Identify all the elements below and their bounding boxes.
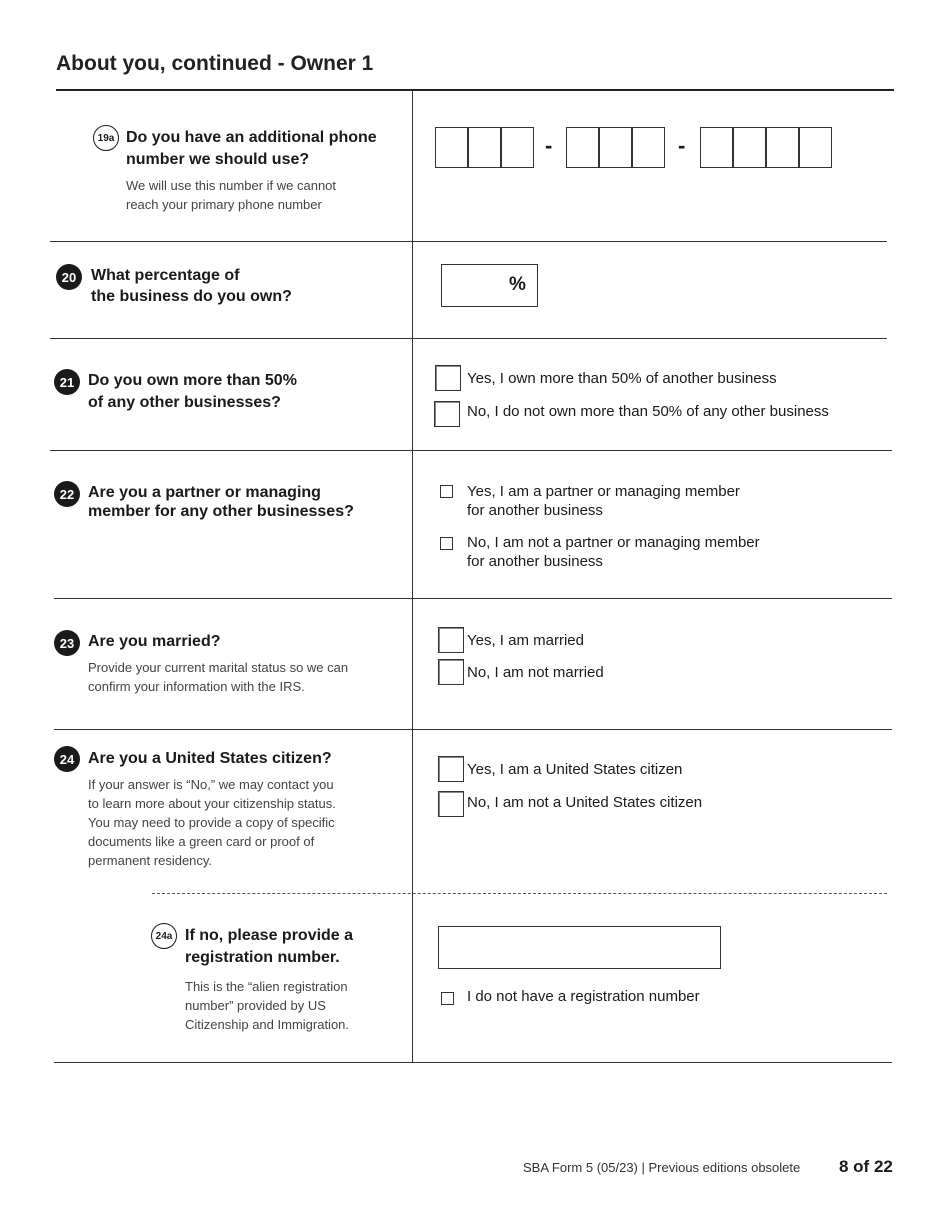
phone-digit-box[interactable] — [435, 127, 468, 168]
help-19a-line2: reach your primary phone number — [126, 197, 322, 212]
question-number-19a: 19a — [93, 125, 119, 151]
question-number-24: 24 — [54, 746, 80, 772]
partner-yes-label-line1: Yes, I am a partner or managing member — [467, 483, 740, 500]
page-number: 8 of 22 — [839, 1157, 893, 1176]
question-22-line2: member for any other businesses? — [88, 503, 354, 520]
phone-digit-box[interactable] — [501, 127, 534, 168]
own-majority-yes-checkbox[interactable] — [435, 365, 461, 391]
partner-no-checkbox[interactable] — [440, 537, 453, 550]
partner-no-label-line1: No, I am not a partner or managing member — [467, 534, 760, 551]
question-23: Are you married? — [88, 633, 221, 650]
phone-digit-box[interactable] — [733, 127, 766, 168]
phone-digit-box[interactable] — [700, 127, 733, 168]
row-separator — [50, 450, 892, 451]
dashed-separator — [152, 893, 887, 894]
row-separator — [54, 729, 892, 730]
question-20-line2: the business do you own? — [91, 288, 292, 305]
help-24-line2: to learn more about your citizenship status. — [88, 796, 336, 811]
help-24a-line3: Citizenship and Immigration. — [185, 1017, 350, 1032]
phone-digit-box[interactable] — [632, 127, 665, 168]
page-title: About you, continued - Owner 1 — [56, 52, 374, 75]
citizen-yes-label: Yes, I am a United States citizen — [467, 761, 683, 778]
phone-digit-box[interactable] — [468, 127, 501, 168]
phone-dash: - — [678, 133, 686, 158]
phone-digit-box[interactable] — [599, 127, 632, 168]
phone-digit-box[interactable] — [766, 127, 799, 168]
question-19a-line2: number we should use? — [126, 151, 310, 168]
phone-dash: - — [545, 133, 553, 158]
married-yes-label: Yes, I am married — [467, 632, 584, 649]
question-21-line2: of any other businesses? — [88, 394, 281, 411]
question-24a-line1: If no, please provide a — [185, 927, 354, 944]
citizen-no-label: No, I am not a United States citizen — [467, 794, 703, 811]
own-majority-yes-label: Yes, I own more than 50% of another business — [467, 370, 777, 387]
no-registration-label: I do not have a registration number — [467, 988, 700, 1005]
percent-sign: % — [509, 274, 526, 295]
citizen-no-checkbox[interactable] — [438, 791, 464, 817]
married-no-checkbox[interactable] — [438, 659, 464, 685]
no-registration-checkbox[interactable] — [441, 992, 454, 1005]
help-24a-line2: number” provided by US — [185, 998, 326, 1013]
married-yes-checkbox[interactable] — [438, 627, 464, 653]
row-separator — [54, 598, 892, 599]
help-24-line5: permanent residency. — [88, 853, 213, 868]
partner-no-label-line2: for another business — [467, 553, 603, 570]
column-divider — [412, 90, 413, 1063]
partner-yes-label-line2: for another business — [467, 502, 603, 519]
own-majority-no-checkbox[interactable] — [434, 401, 460, 427]
form-info: SBA Form 5 (05/23) | Previous editions obsolete — [523, 1160, 801, 1175]
help-19a-line1: We will use this number if we cannot — [126, 178, 337, 193]
question-24a-line2: registration number. — [185, 949, 340, 966]
registration-number-input[interactable] — [438, 926, 721, 969]
help-23-line2: confirm your information with the IRS. — [88, 679, 305, 694]
question-number-21: 21 — [54, 369, 80, 395]
help-24-line4: documents like a green card or proof of — [88, 834, 315, 849]
question-20-line1: What percentage of — [91, 267, 240, 284]
phone-digit-box[interactable] — [566, 127, 599, 168]
question-19a-line1: Do you have an additional phone — [126, 129, 377, 146]
question-number-24a: 24a — [151, 923, 177, 949]
help-24-line1: If your answer is “No,” we may contact you — [88, 777, 334, 792]
partner-yes-checkbox[interactable] — [440, 485, 453, 498]
row-separator — [50, 338, 887, 339]
question-number-22: 22 — [54, 481, 80, 507]
question-21-line1: Do you own more than 50% — [88, 372, 297, 389]
phone-digit-box[interactable] — [799, 127, 832, 168]
row-separator — [54, 1062, 892, 1063]
row-separator — [50, 241, 887, 242]
help-23-line1: Provide your current marital status so we can — [88, 660, 349, 675]
help-24-line3: You may need to provide a copy of specific — [88, 815, 335, 830]
question-number-20: 20 — [56, 264, 82, 290]
question-22-line1: Are you a partner or managing — [88, 484, 321, 501]
question-number-23: 23 — [54, 630, 80, 656]
header-rule — [56, 89, 894, 91]
citizen-yes-checkbox[interactable] — [438, 756, 464, 782]
question-24: Are you a United States citizen? — [88, 750, 332, 767]
help-24a-line1: This is the “alien registration — [185, 979, 348, 994]
own-majority-no-label: No, I do not own more than 50% of any other business — [467, 403, 829, 420]
married-no-label: No, I am not married — [467, 664, 604, 681]
